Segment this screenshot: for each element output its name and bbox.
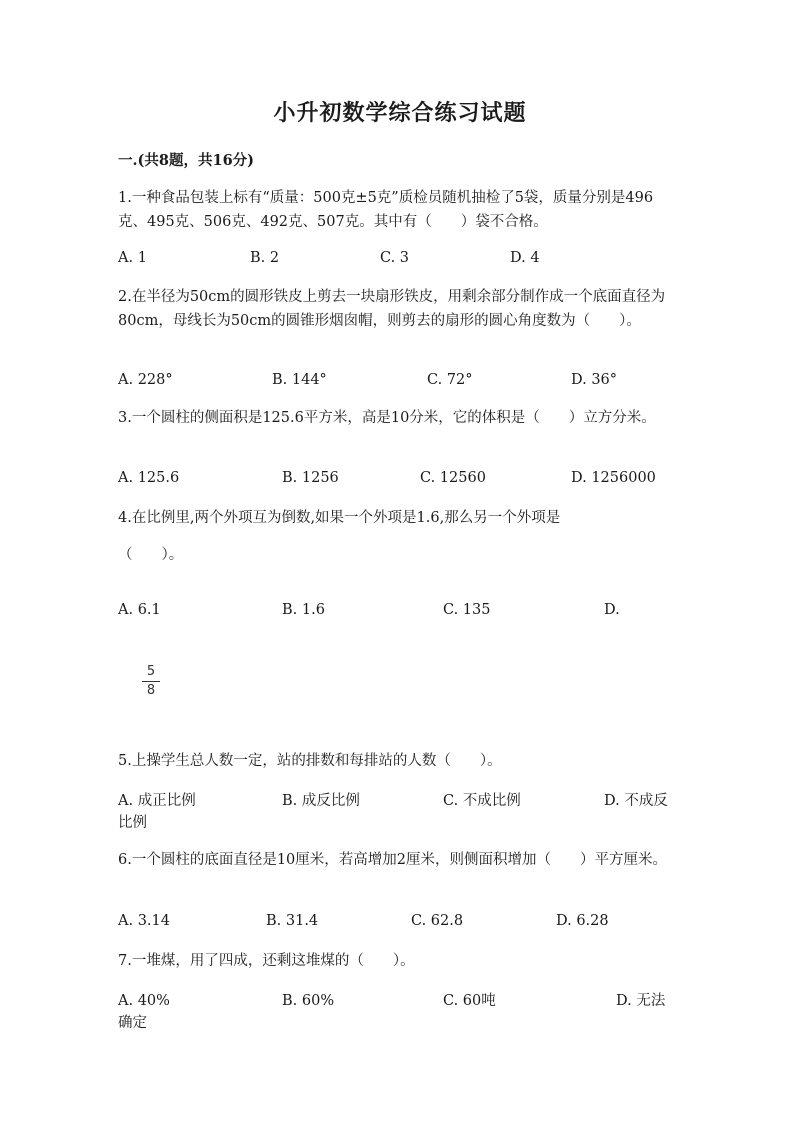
fraction-denominator: 8	[146, 683, 156, 698]
question-3-text: 3.一个圆柱的侧面积是125.6平方米，高是10分米，它的体积是（ ）立方分米。	[118, 410, 656, 426]
q7-option-c: C. 60吨	[443, 993, 496, 1009]
q2-option-d: D. 36°	[571, 372, 618, 388]
q5-option-c: C. 不成比例	[443, 793, 521, 809]
q7-option-a: A. 40%	[118, 993, 170, 1009]
section-heading: 一.(共8题，共16分)	[118, 152, 255, 169]
q3-option-a: A. 125.6	[118, 470, 180, 486]
fraction-bar	[142, 681, 160, 682]
q5-option-d: D. 不成反	[604, 793, 668, 809]
q3-option-b: B. 1256	[282, 470, 339, 486]
question-1-text: 1.一种食品包装上标有“质量：500克±5克”质检员随机抽检了5袋，质量分别是496克、495克、506克、492克、507克。其中有（ ）袋不合格。	[118, 190, 654, 230]
q6-option-c: C. 62.8	[411, 913, 464, 929]
question-5-text: 5.上操学生总人数一定，站的排数和每排站的人数（ ）。	[118, 753, 502, 769]
q4-option-c: C. 135	[443, 602, 491, 618]
q7-option-d: D. 无法	[616, 993, 666, 1009]
q4-option-d: D.	[604, 602, 620, 618]
q4-option-a: A. 6.1	[118, 602, 161, 618]
fraction-numerator: 5	[146, 664, 156, 679]
q3-option-c: C. 12560	[420, 470, 486, 486]
q4-option-b: B. 1.6	[282, 602, 325, 618]
q6-option-a: A. 3.14	[118, 913, 170, 929]
question-4-text: 4.在比例里,两个外项互为倒数,如果一个外项是1.6,那么另一个外项是	[118, 510, 561, 526]
question-2-text: 2.在半径为50cm的圆形铁皮上剪去一块扇形铁皮，用剩余部分制作成一个底面直径为80cm，母线长为50cm的圆锥形烟囱帽，则剪去的扇形的圆心角度数为（ ）。	[118, 289, 666, 329]
q2-option-b: B. 144°	[272, 372, 327, 388]
q1-option-b: B. 2	[250, 250, 280, 266]
q3-option-d: D. 1256000	[571, 470, 656, 486]
q7-option-b: B. 60%	[282, 993, 335, 1009]
q2-option-a: A. 228°	[118, 372, 173, 388]
q4-option-d-fraction	[140, 664, 162, 699]
q5-option-a: A. 成正比例	[118, 793, 196, 809]
q1-option-a: A. 1	[118, 250, 147, 266]
q5-option-b: B. 成反比例	[282, 793, 360, 809]
q6-option-d: D. 6.28	[556, 913, 609, 929]
question-4-blank: （ ）。	[118, 547, 184, 563]
page-title: 小升初数学综合练习试题	[273, 100, 527, 126]
q6-option-b: B. 31.4	[266, 913, 319, 929]
q7-option-d-wrap: 确定	[118, 1015, 147, 1031]
q1-option-c: C. 3	[380, 250, 410, 266]
question-7-text: 7.一堆煤，用了四成，还剩这堆煤的（ ）。	[118, 953, 415, 969]
question-6-text: 6.一个圆柱的底面直径是10厘米，若高增加2厘米，则侧面积增加（ ）平方厘米。	[118, 852, 668, 868]
q1-option-d: D. 4	[510, 250, 540, 266]
q2-option-c: C. 72°	[427, 372, 473, 388]
q5-option-d-wrap: 比例	[118, 815, 147, 831]
